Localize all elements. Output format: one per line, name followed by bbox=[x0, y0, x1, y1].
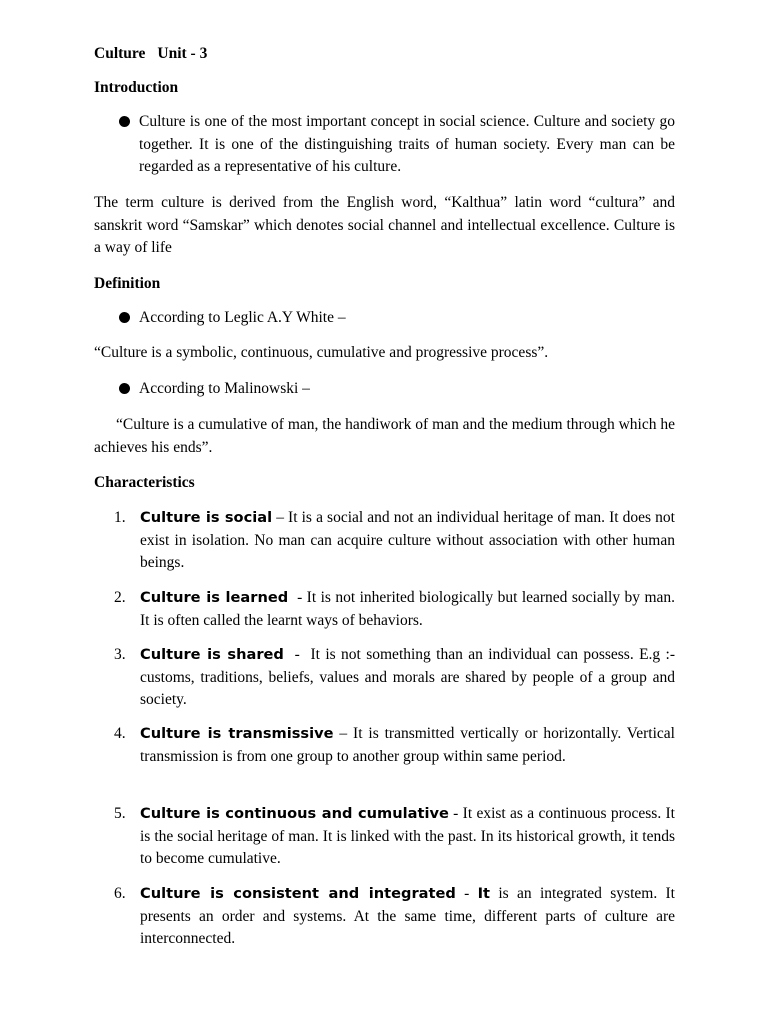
bullet-icon bbox=[119, 116, 130, 127]
characteristic-term-2: It bbox=[477, 885, 491, 902]
characteristic-desc-2: is an integrated system. It presents an order and systems. At the same time, different parts of culture are interconnected. bbox=[140, 885, 675, 947]
list-item bbox=[140, 507, 675, 575]
characteristic-term: Culture is consistent and integrated bbox=[140, 885, 456, 902]
list-item bbox=[140, 587, 679, 632]
list-item bbox=[140, 644, 679, 712]
bullet-icon bbox=[119, 312, 130, 323]
definition-bullet-malinowski: According to Malinowski – bbox=[139, 380, 310, 397]
characteristic-term: Culture is transmissive bbox=[140, 725, 334, 742]
list-number: 6. bbox=[114, 885, 126, 902]
term-paragraph: The term culture is derived from the English word, “Kalthua” latin word “cultura” and sanskrit word “Samskar” which denotes social channel and intellectual excellence. Culture is a way of life bbox=[94, 194, 675, 256]
document-title bbox=[94, 43, 207, 66]
definition-quote-malinowski: “Culture is a cumulative of man, the handiwork of man and the medium through which he achieves his ends”. bbox=[94, 416, 675, 456]
characteristic-desc: - It exist as a continuous process. It is the social heritage of man. It is linked with the past. In its historical growth, it tends to become cumulative. bbox=[140, 805, 675, 867]
definition-quote-white: “Culture is a symbolic, continuous, cumulative and progressive process”. bbox=[94, 344, 549, 361]
list-item bbox=[140, 803, 675, 871]
list-number: 1. bbox=[114, 509, 126, 526]
characteristics-heading: Characteristics bbox=[94, 474, 195, 491]
list-number: 2. bbox=[114, 589, 126, 606]
introduction-heading: Introduction bbox=[94, 79, 179, 96]
intro-bullet-text: Culture is one of the most important concept in social science. Culture and society go together. It is one of the distinguishing traits of human society. Every man can be regarded as a representative of his culture. bbox=[139, 113, 675, 175]
characteristic-desc: – It is a social and not an individual heritage of man. It does not exist in isolation. No man can acquire culture without association with other human beings. bbox=[140, 509, 675, 571]
list-item bbox=[140, 723, 675, 768]
characteristic-desc: – It is transmitted vertically or horizontally. Vertical transmission is from one group to another group within same period. bbox=[140, 725, 675, 765]
characteristic-desc: - It is not something than an individual can possess. E.g :- customs, traditions, beliefs, values and morals are shared by people of a group and society. bbox=[140, 646, 679, 708]
characteristic-term: Culture is learned bbox=[140, 589, 289, 606]
definition-bullet-white: According to Leglic A.Y White – bbox=[139, 309, 346, 326]
list-item bbox=[140, 883, 675, 951]
characteristic-term: Culture is shared bbox=[140, 646, 284, 663]
list-number: 4. bbox=[114, 725, 126, 742]
list-number: 3. bbox=[114, 646, 126, 663]
bullet-icon bbox=[119, 383, 130, 394]
list-number: 5. bbox=[114, 805, 126, 822]
definition-heading: Definition bbox=[94, 275, 161, 292]
characteristic-term: Culture is continuous and cumulative bbox=[140, 805, 449, 822]
characteristic-desc: - bbox=[455, 885, 478, 902]
characteristic-term: Culture is social bbox=[140, 509, 273, 526]
title-unit: Unit - 3 bbox=[157, 45, 208, 62]
characteristic-desc: - It is not inherited biologically but learned socially by man. It is often called the learnt ways of behaviors. bbox=[140, 589, 679, 629]
title-culture: Culture bbox=[94, 45, 146, 62]
